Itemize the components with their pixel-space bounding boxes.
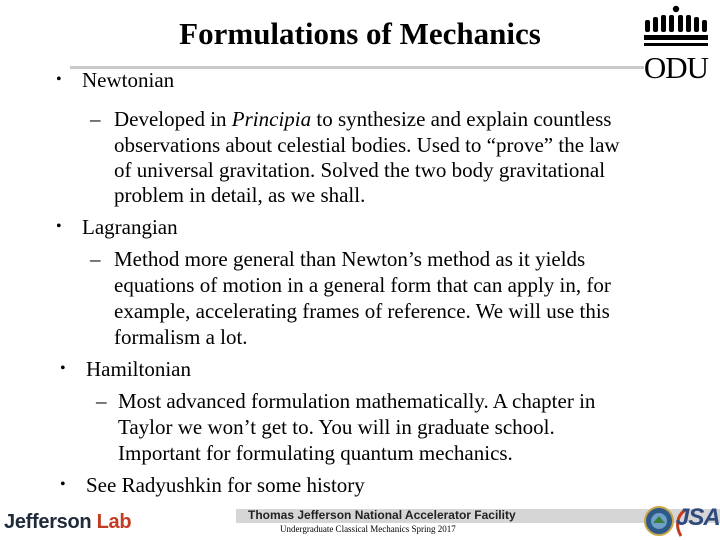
hamiltonian-line-3: Important for formulating quantum mechanics. [118,441,513,465]
lagrangian-line-2: equations of motion in a general form that can apply in, for [114,273,611,297]
newtonian-line-2: observations about celestial bodies. Used to “prove” the law [114,133,620,157]
jefferson-lab-logo: Jefferson Lab [4,511,132,533]
hamiltonian-line-1: Most advanced formulation mathematically. A chapter in [118,389,596,413]
bullet-radyushkin: See Radyushkin for some history [86,473,365,497]
slide-footer [0,502,720,540]
bullet-marker: • [60,360,66,377]
crown-icon [640,4,712,48]
course-name: Undergraduate Classical Mechanics Spring 2017 [280,524,456,534]
dash-marker: – [90,107,101,131]
odu-logo-text: ODU [643,50,709,85]
bullet-lagrangian: Lagrangian [82,215,178,239]
lagrangian-line-1: Method more general than Newton’s method as it yields [114,247,586,271]
bullet-marker: • [56,218,62,235]
doe-seal-icon [644,506,674,536]
newtonian-line-4: problem in detail, as we shall. [114,183,366,207]
bullet-hamiltonian: Hamiltonian [86,357,191,381]
bullet-marker: • [56,71,62,88]
newtonian-line-1: Developed in Principia to synthesize and explain countless [114,107,612,131]
dash-marker: – [90,247,101,271]
slide-title: Formulations of Mechanics [179,16,541,51]
odu-logo [638,4,714,85]
principia-italic: Principia [231,107,312,131]
facility-name: Thomas Jefferson National Accelerator Facility [248,508,516,522]
dash-marker: – [96,389,107,413]
hamiltonian-line-2: Taylor we won’t get to. You will in graduate school. [118,415,555,439]
bullet-marker: • [60,476,66,493]
jsa-logo: JSA [676,504,720,531]
newtonian-line-3: of universal gravitation. Solved the two body gravitational [114,158,606,182]
bullet-newtonian: Newtonian [82,68,175,92]
lagrangian-line-4: formalism a lot. [114,325,248,349]
lagrangian-line-3: example, accelerating frames of reference. We will use this [114,299,610,323]
